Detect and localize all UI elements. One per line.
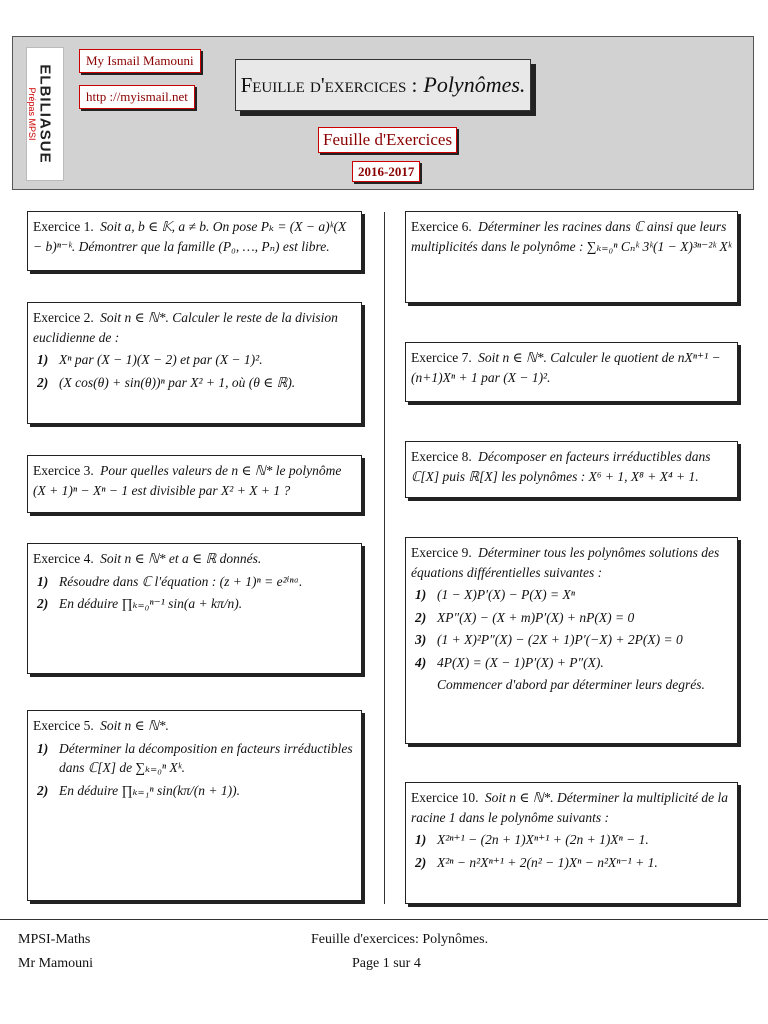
exercise-item [37,350,356,370]
sheet-title-subject: Polynômes. [423,72,526,97]
exercise-item [415,830,732,850]
item-text: Déterminer la décomposition en facteurs irréductibles dans ℂ[X] de ∑ₖ₌₀ⁿ Xᵏ. [59,740,353,776]
item-text: 4P(X) = (X − 1)P′(X) + P″(X). [437,654,604,670]
exercise-text: Soit n ∈ ℕ*. Calculer le reste de la division euclidienne de : [33,310,338,345]
exercise-1 [27,211,362,271]
exercise-item [415,608,732,628]
exercise-item [37,373,356,393]
exercise-text: Soit n ∈ ℕ*. Calculer le quotient de nXⁿ⁺¹ − (n+1)Xⁿ + 1 par (X − 1)². [411,350,721,385]
footer-course: MPSI-Maths [18,932,91,947]
exercise-7 [405,342,738,402]
exercise-label: Exercice 5. [33,718,94,733]
item-text: (X cos(θ) + sin(θ))ⁿ par X² + 1, où (θ ∈ ℝ). [59,374,296,390]
footer-sheet-title: Feuille d'exercices: Polynômes. [311,932,489,947]
exercise-label: Exercice 2. [33,310,94,325]
exercise-text: Déterminer les racines dans ℂ ainsi que leurs multiplicités dans le polynôme : ∑ₖ₌₀ⁿ Cₙᵏ 3ᵏ(1 − X)³ⁿ⁻²ᵏ Xᵏ [411,219,732,254]
logo-subtext: Prépas MPSI [27,87,37,141]
footer-rule [0,919,768,920]
logo [26,47,64,181]
item-number: 2) [37,782,49,798]
exercise-9 [405,537,738,744]
exercise-item [415,585,732,605]
footer-page-number: Page 1 sur 4 [352,956,421,971]
item-number: 1) [37,740,49,756]
exercise-text: Décomposer en facteurs irréductibles dans ℂ[X] puis ℝ[X] les polynômes : X⁶ + 1, X⁸ + X⁴ + 1. [411,449,711,484]
item-number: 1) [37,573,49,589]
item-number: 2) [415,854,427,870]
exercise-item [415,630,732,650]
item-text: X²ⁿ − n²Xⁿ⁺¹ + 2(n² − 1)Xⁿ − n²Xⁿ⁻¹ + 1. [437,854,658,870]
exercise-item [37,572,356,592]
item-text: XP″(X) − (X + m)P′(X) + nP(X) = 0 [437,609,635,625]
sheet-subtitle: Feuille d'Exercices [318,127,457,153]
author-tag: My Ismail Mamouni [79,49,201,73]
item-number: 1) [415,832,427,848]
exercise-text: Déterminer tous les polynômes solutions des équations différentielles suivantes : [411,545,720,580]
item-text: X²ⁿ⁺¹ − (2n + 1)Xⁿ⁺¹ + (2n + 1)Xⁿ − 1. [437,832,649,848]
page-header [12,36,754,190]
item-number: 2) [415,609,427,625]
exercise-label: Exercice 6. [411,219,472,234]
exercise-label: Exercice 7. [411,350,472,365]
item-text: Xⁿ par (X − 1)(X − 2) et par (X − 1)². [59,352,263,368]
footer-author: Mr Mamouni [18,956,94,971]
exercise-note: Commencer d'abord par déterminer leurs degrés. [437,677,705,693]
column-divider [384,212,385,904]
school-year: 2016-2017 [352,161,420,182]
item-number: 2) [37,596,49,612]
item-text: Résoudre dans ℂ l'équation : (z + 1)ⁿ = e²ⁱⁿᵃ. [59,573,303,589]
item-number: 4) [415,654,427,670]
exercise-2 [27,302,362,424]
item-number: 1) [415,587,427,603]
item-number: 1) [37,352,49,368]
exercise-label: Exercice 10. [411,790,479,805]
exercise-10 [405,782,738,904]
item-text: En déduire ∏ₖ₌₁ⁿ sin(kπ/(n + 1)). [59,782,240,798]
website-link[interactable]: http ://myismail.net [79,85,195,109]
item-number: 2) [37,374,49,390]
exercise-label: Exercice 1. [33,219,94,234]
exercise-8 [405,441,738,498]
exercise-6 [405,211,738,303]
exercise-4 [27,543,362,674]
exercise-text: Soit n ∈ ℕ* et a ∈ ℝ donnés. [100,551,262,566]
exercise-5 [27,710,362,901]
exercise-text: Soit a, b ∈ 𝕂, a ≠ b. On pose Pₖ = (X − a)ᵏ(X − b)ⁿ⁻ᵏ. Démontrer que la famille (P₀, …, Pₙ) est libre. [33,219,347,254]
logo-text: ELBILIASUE [36,64,54,164]
item-text: En déduire ∏ₖ₌₀ⁿ⁻¹ sin(a + kπ/n). [59,596,243,612]
exercise-item [37,781,356,801]
exercise-text: Soit n ∈ ℕ*. Déterminer la multiplicité de la racine 1 dans le polynôme suivants : [411,790,728,825]
exercise-text: Soit n ∈ ℕ*. [100,718,169,733]
exercise-text: Pour quelles valeurs de n ∈ ℕ* le polynôme (X + 1)ⁿ − Xⁿ − 1 est divisible par X² + X + 1 ? [33,463,342,498]
exercise-label: Exercice 3. [33,463,94,478]
sheet-title-prefix: Feuille d'exercices : [240,72,418,97]
item-text: (1 + X)²P″(X) − (2X + 1)P′(−X) + 2P(X) = 0 [437,632,683,648]
exercise-item [37,739,356,778]
exercise-label: Exercice 4. [33,551,94,566]
exercise-item [415,853,732,873]
exercise-label: Exercice 9. [411,545,472,560]
item-text: (1 − X)P′(X) − P(X) = Xⁿ [437,587,575,603]
exercise-label: Exercice 8. [411,449,472,464]
exercise-3 [27,455,362,513]
item-number: 3) [415,632,427,648]
exercise-item [415,653,732,673]
sheet-title [235,59,531,111]
exercise-item [37,594,356,614]
